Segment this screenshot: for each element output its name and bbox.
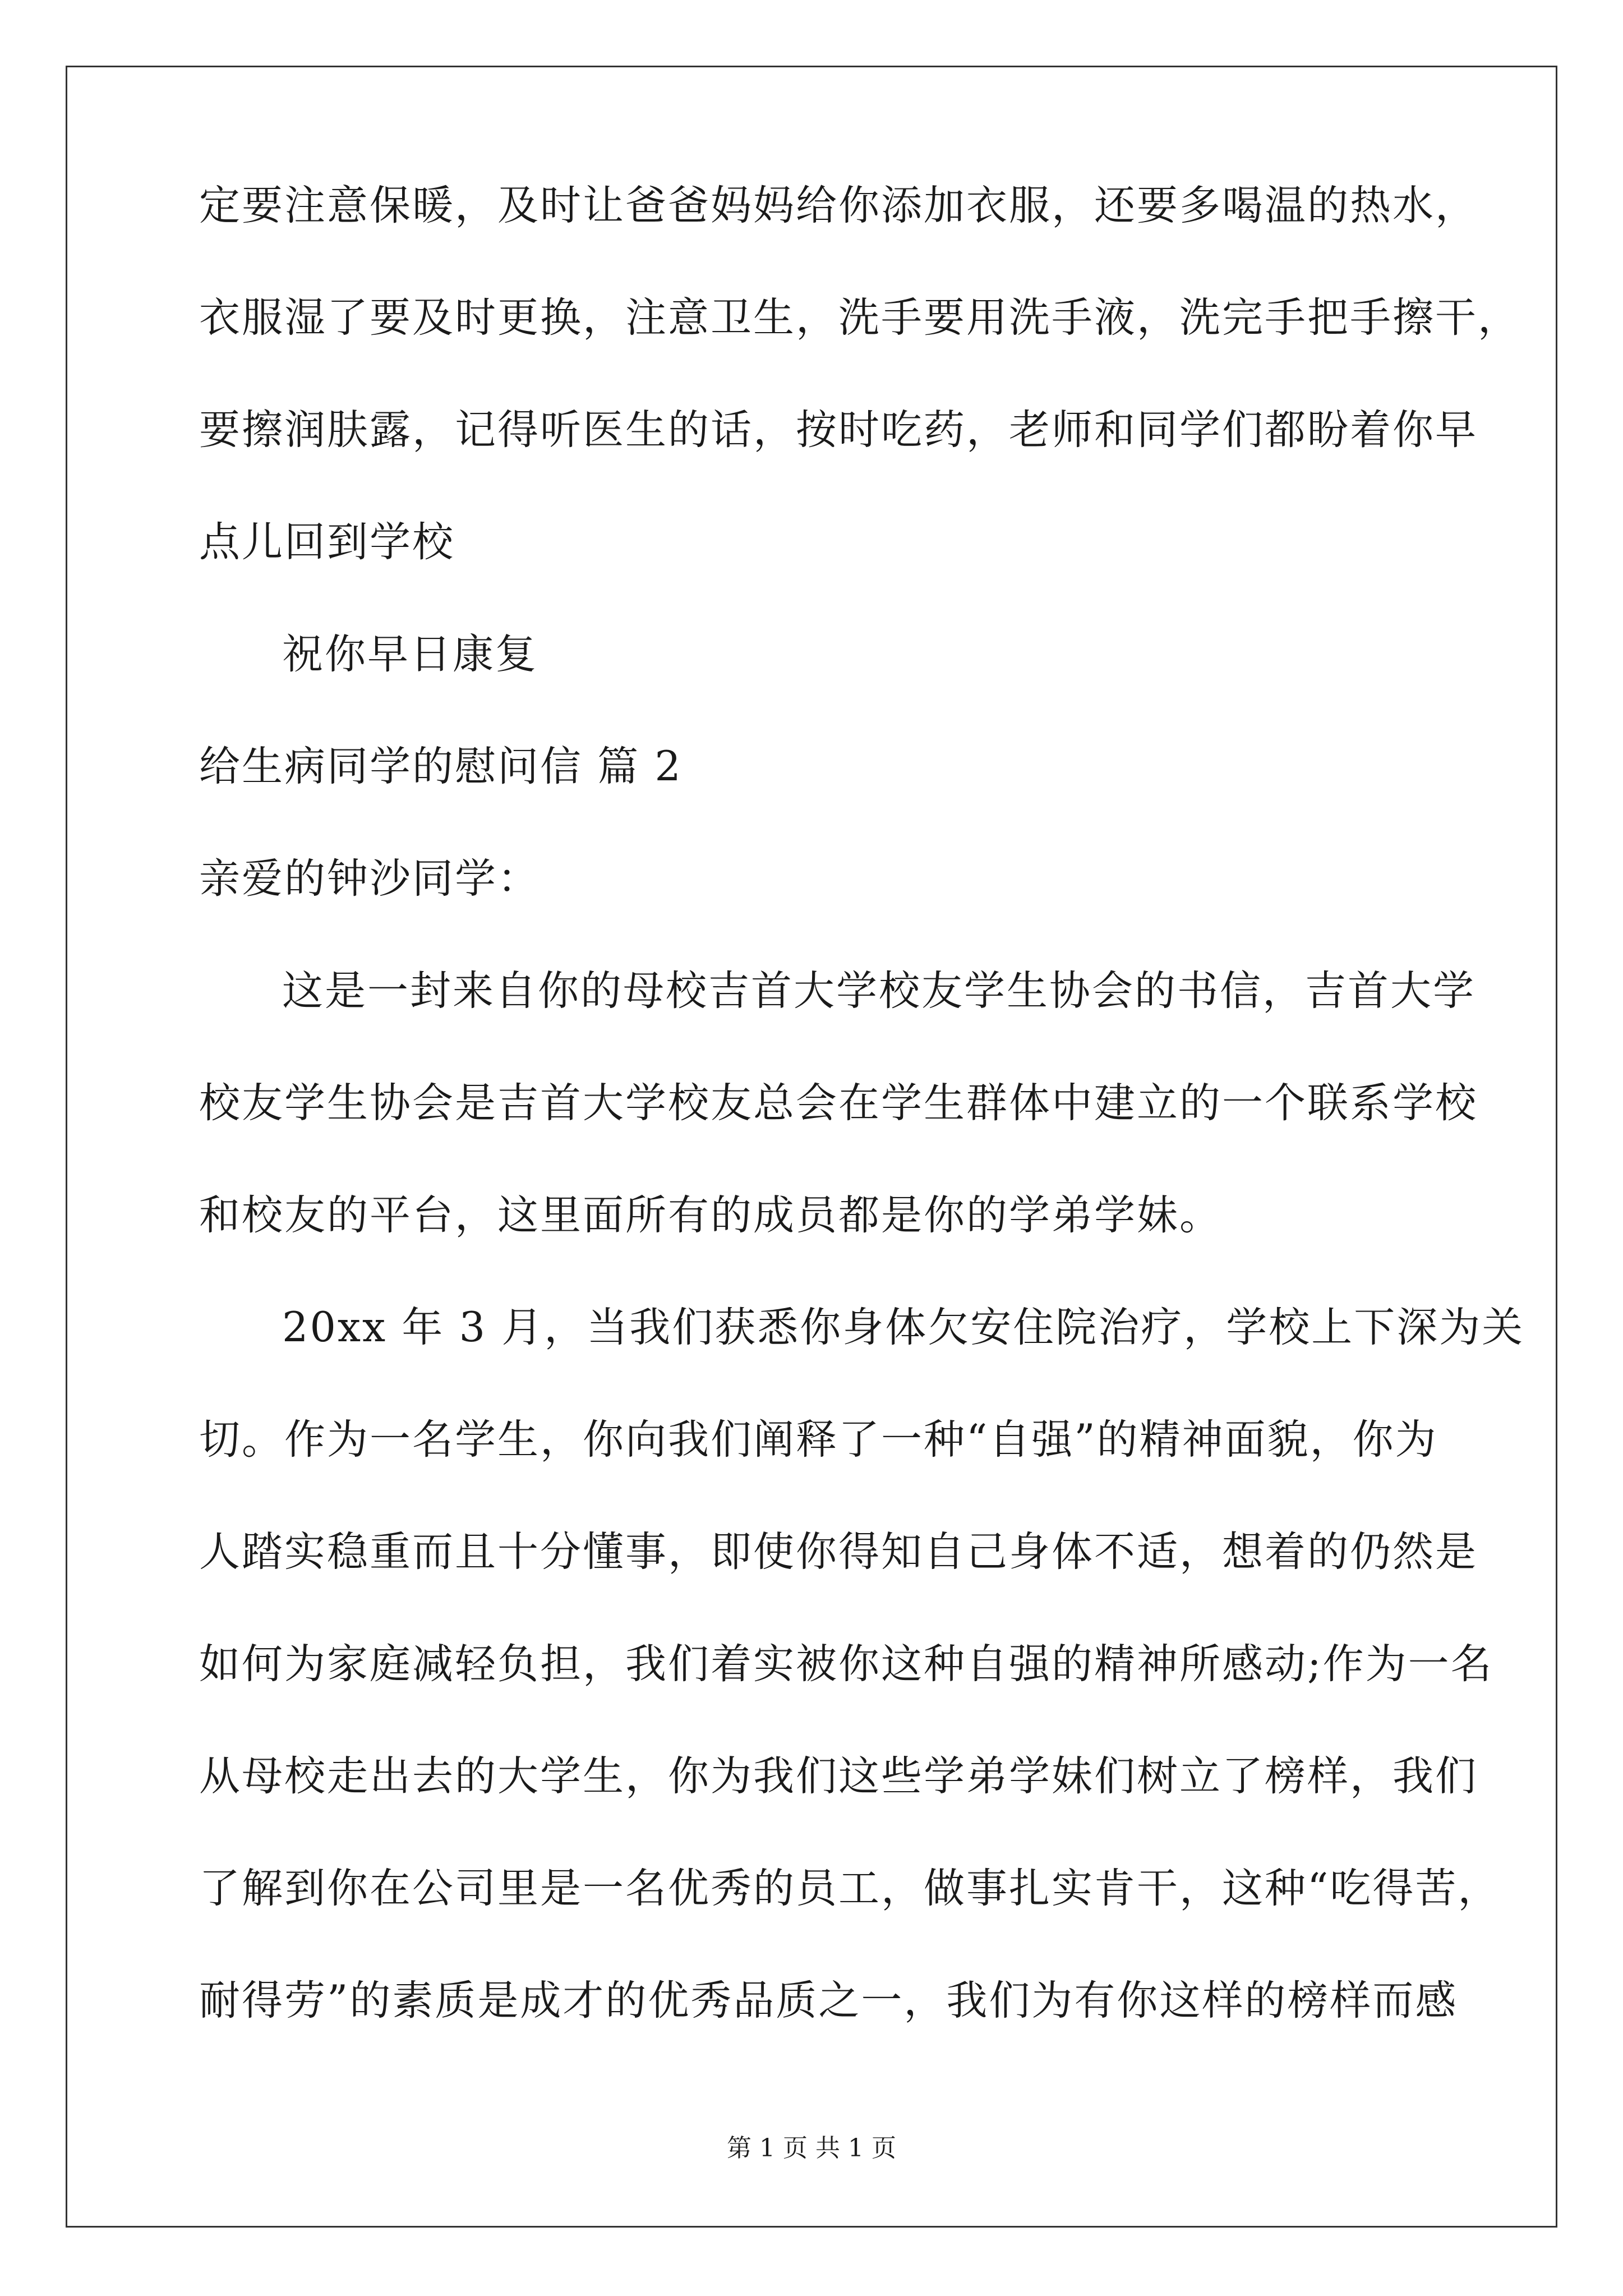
text-line: 如何为家庭减轻负担，我们着实被你这种自强的精神所感动;作为一名 [199, 1640, 1493, 1688]
text-line: 耐得劳”的素质是成才的优秀品质之一，我们为有你这样的榜样而感 [199, 1977, 1458, 2024]
text-line: 衣服湿了要及时更换，注意卫生，洗手要用洗手液，洗完手把手擦干， [199, 294, 1520, 342]
closing-wish: 祝你早日康复 [282, 631, 538, 678]
text-line: 这是一封来自你的母校吉首大学校友学生协会的书信，吉首大学 [282, 967, 1476, 1015]
text-line: 了解到你在公司里是一名优秀的员工，做事扎实肯干，这种“吃得苦， [199, 1865, 1501, 1912]
text-line: 从母校走出去的大学生，你为我们这些学弟学妹们树立了榜样，我们 [199, 1752, 1478, 1800]
text-line: 20xx 年 3 月，当我们获悉你身体欠安住院治疗，学校上下深为关 [282, 1304, 1525, 1351]
document-body [199, 182, 1525, 2092]
text-line: 和校友的平台，这里面所有的成员都是你的学弟学妹。 [199, 1191, 1222, 1239]
text-line: 切。作为一名学生，你向我们阐释了一种“自强”的精神面貌，你为 [199, 1416, 1438, 1464]
text-line: 要擦润肤露，记得听医生的话，按时吃药，老师和同学们都盼着你早 [199, 406, 1478, 454]
text-line: 点儿回到学校 [199, 518, 455, 566]
page-number-footer: 第 1 页 共 1 页 [727, 2134, 896, 2162]
section-heading: 给生病同学的慰问信 篇 2 [199, 743, 683, 790]
text-line: 人踏实稳重而且十分懂事，即使你得知自己身体不适，想着的仍然是 [199, 1528, 1478, 1576]
text-line: 定要注意保暖，及时让爸爸妈妈给你添加衣服，还要多喝温的热水， [199, 182, 1478, 229]
text-line: 校友学生协会是吉首大学校友总会在学生群体中建立的一个联系学校 [199, 1079, 1478, 1127]
salutation: 亲爱的钟沙同学： [199, 855, 540, 903]
